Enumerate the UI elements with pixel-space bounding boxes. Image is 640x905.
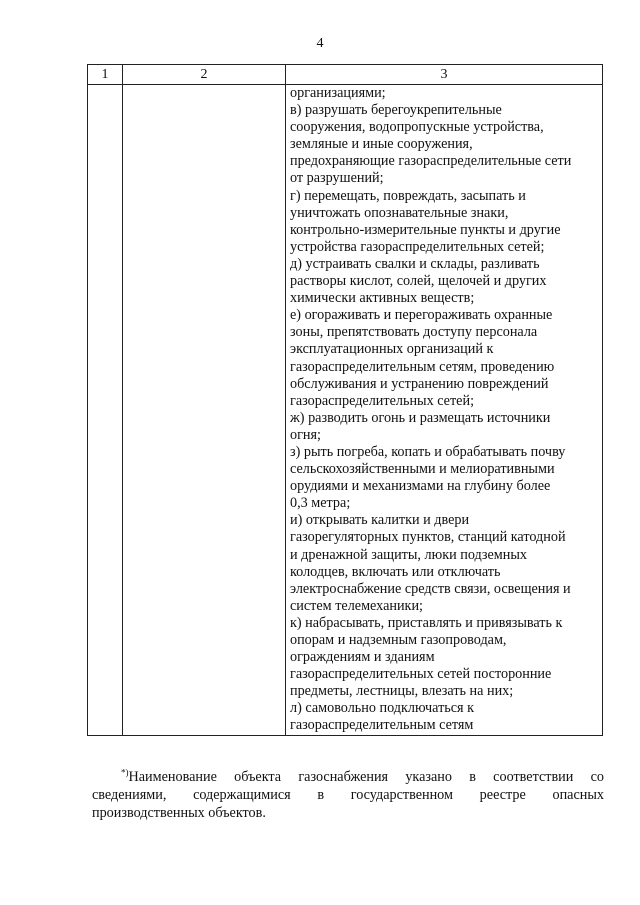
text-line: сельскохозяйственными и мелиоративными	[290, 461, 555, 478]
page-number: 4	[316, 36, 324, 51]
text-line: предметы, лестницы, влезать на них;	[290, 683, 514, 700]
text-line: г) перемещать, повреждать, засыпать и	[290, 187, 526, 204]
footnote-word: в	[469, 769, 476, 785]
text-line: и дренажной защиты, люки подземных	[290, 546, 527, 563]
text-line: газораспределительным сетям, проведению	[290, 358, 555, 375]
footnote-word: со	[590, 769, 604, 785]
text-line: газораспределительным сетям	[290, 717, 474, 734]
text-line: земляные и иные сооружения,	[290, 136, 473, 153]
column-header-1: 1	[88, 65, 123, 85]
footnote-word: указано	[405, 769, 452, 785]
table-row	[88, 85, 603, 736]
text-line: газораспределительных сетей;	[290, 392, 475, 409]
text-line: растворы кислот, солей, щелочей и других	[290, 273, 547, 290]
cell-col-2	[123, 85, 286, 736]
footnote-marker: *)	[121, 767, 129, 778]
footnote-word: соответствии	[493, 769, 574, 785]
footnote-word: реестре	[479, 787, 526, 803]
footnote-word: опасных	[552, 787, 604, 803]
text-line: сооружения, водопропускные устройства,	[290, 119, 544, 136]
text-line: зоны, препятствовать доступу персонала	[290, 324, 538, 341]
text-line: обслуживания и устранению повреждений	[290, 375, 549, 392]
text-line: электроснабжение средств связи, освещения и	[290, 580, 571, 597]
column-header-3: 3	[286, 65, 603, 85]
text-line: огня;	[290, 426, 321, 443]
footnote	[92, 768, 604, 822]
footnote-first-word	[121, 768, 217, 786]
footnote-word: Наименование	[128, 769, 217, 785]
data-table	[87, 64, 603, 736]
text-line: е) огораживать и перегораживать охранные	[290, 307, 553, 324]
text-line: д) устраивать свалки и склады, разливать	[290, 255, 540, 272]
footnote-word: газоснабжения	[298, 769, 389, 785]
cell-col-3	[286, 85, 603, 736]
text-line: устройства газораспределительных сетей;	[290, 238, 545, 255]
footnote-word: сведениями,	[92, 787, 167, 803]
footnote-line-2	[92, 786, 604, 804]
footnote-line-1	[92, 768, 604, 786]
text-line: предохраняющие газораспределительные сети	[290, 153, 572, 170]
prohibitions-text	[290, 85, 598, 735]
text-line: эксплуатационных организаций к	[290, 341, 494, 358]
text-line: газораспределительных сетей посторонние	[290, 666, 552, 683]
text-line: колодцев, включать или отключать	[290, 563, 501, 580]
text-line: 0,3 метра;	[290, 495, 351, 512]
text-line: контрольно-измерительные пункты и другие	[290, 221, 561, 238]
text-line: ограждениям и зданиям	[290, 649, 435, 666]
footnote-word: в	[317, 787, 325, 803]
text-line: опорам и надземным газопроводам,	[290, 632, 507, 648]
text-line: з) рыть погреба, копать и обрабатывать почву	[290, 443, 566, 460]
footnote-line-3: производственных объектов.	[92, 805, 266, 821]
text-line: к) набрасывать, приставлять и привязывать к	[290, 614, 563, 631]
text-line: химически активных веществ;	[290, 290, 475, 307]
cell-col-1	[88, 85, 123, 736]
table-header-row	[88, 65, 603, 85]
text-line: систем телемеханики;	[290, 597, 423, 614]
column-header-2: 2	[123, 65, 286, 85]
footnote-word: объекта	[234, 769, 282, 785]
text-line: и) открывать калитки и двери	[290, 512, 470, 529]
text-line: от разрушений;	[290, 170, 384, 187]
text-line: газорегуляторных пунктов, станций катодной	[290, 529, 566, 546]
footnote-word: содержащимися	[193, 787, 291, 803]
text-line: л) самовольно подключаться к	[290, 700, 475, 717]
text-line: орудиями и механизмами на глубину более	[290, 478, 551, 495]
text-line: организациями;	[290, 85, 386, 101]
footnote-word: государственном	[350, 787, 453, 803]
text-line: в) разрушать берегоукрепительные	[290, 102, 502, 119]
text-line: ж) разводить огонь и размещать источники	[290, 409, 551, 426]
text-line: уничтожать опознавательные знаки,	[290, 204, 509, 221]
